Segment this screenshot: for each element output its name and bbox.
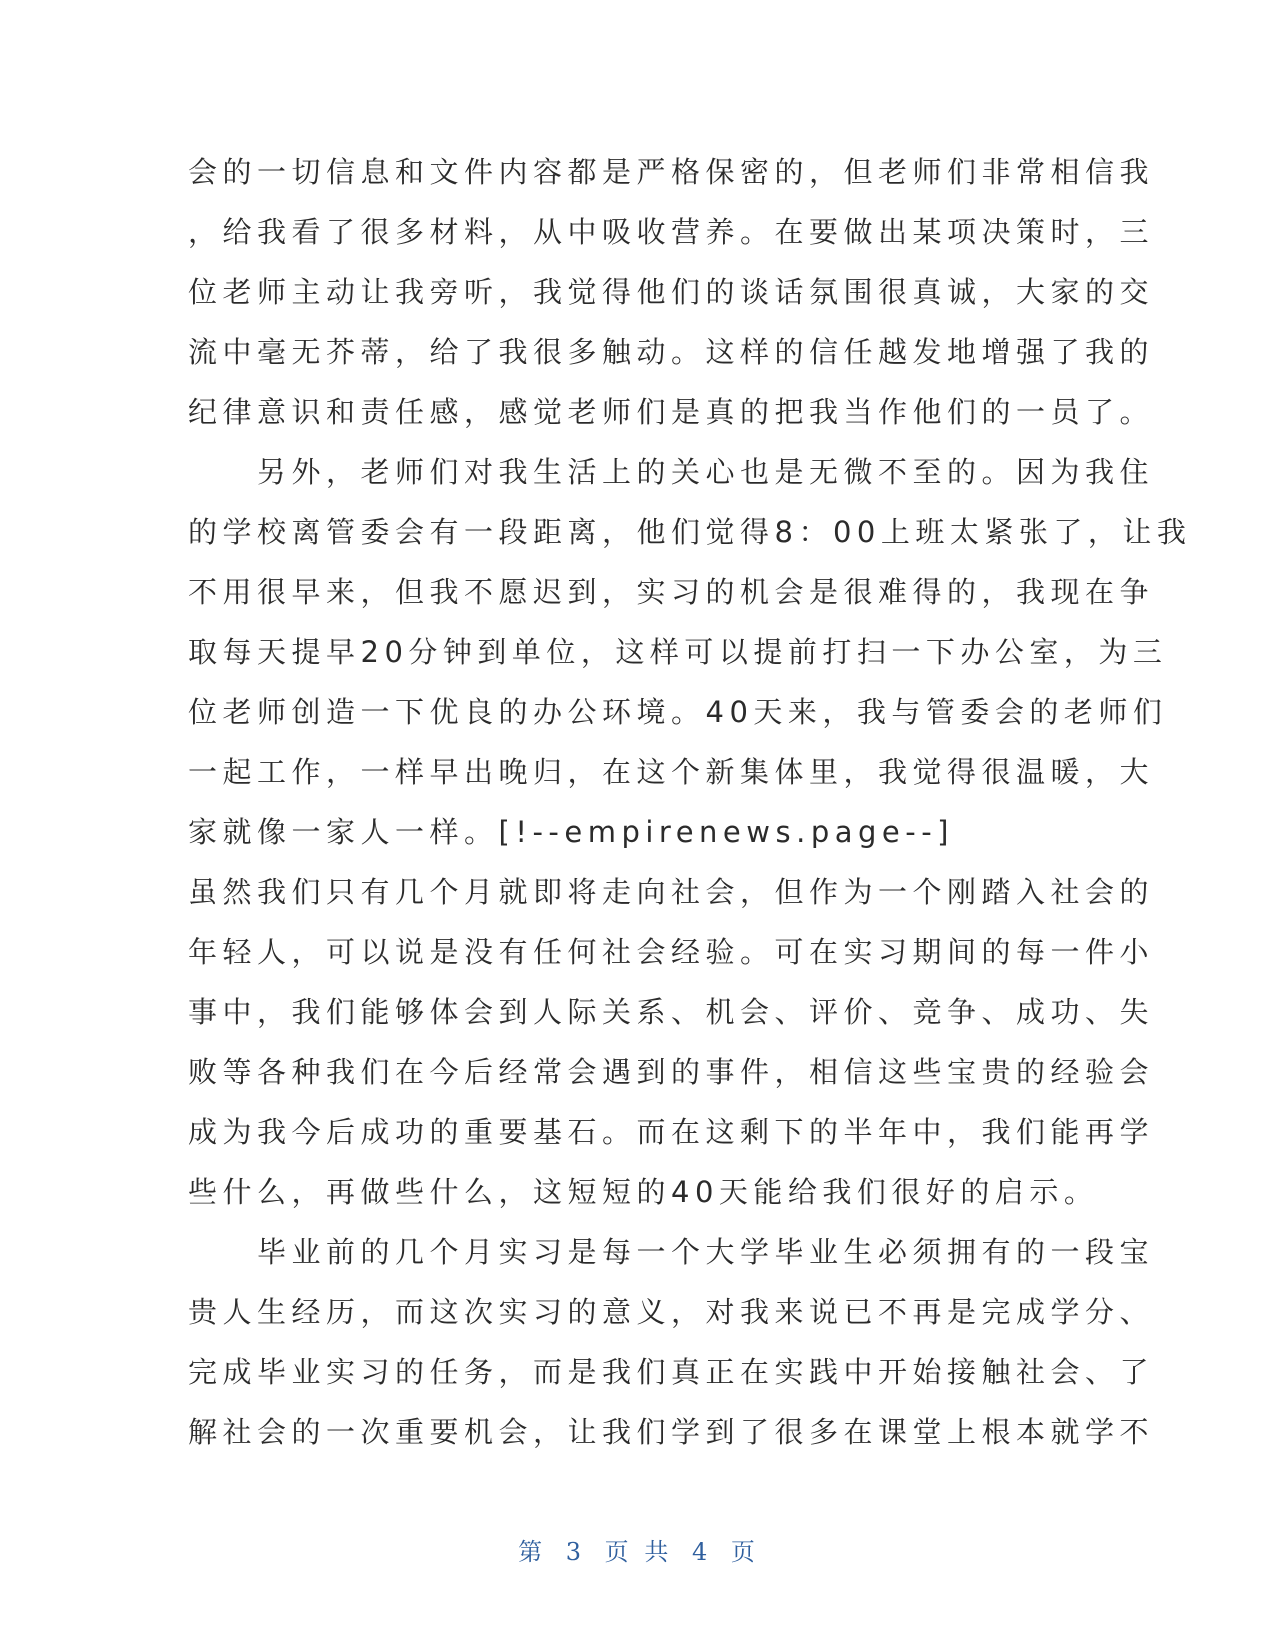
text-line: 取每天提早20分钟到单位，这样可以提前打扫一下办公室，为三: [188, 635, 1168, 669]
text-line: 完成毕业实习的任务，而是我们真正在实践中开始接触社会、了: [188, 1355, 1155, 1389]
text-line: ，给我看了很多材料，从中吸收营养。在要做出某项决策时，三: [188, 215, 1155, 249]
text-line: 成为我今后成功的重要基石。而在这剩下的半年中，我们能再学: [188, 1115, 1155, 1149]
text-line: 虽然我们只有几个月就即将走向社会，但作为一个刚踏入社会的: [188, 875, 1155, 909]
text-line: 贵人生经历，而这次实习的意义，对我来说已不再是完成学分、: [188, 1295, 1155, 1329]
text-line: 家就像一家人一样。[!--empirenews.page--]: [188, 815, 954, 849]
text-line: 另外，老师们对我生活上的关心也是无微不至的。因为我住: [188, 455, 1155, 489]
text-line: 败等各种我们在今后经常会遇到的事件，相信这些宝贵的经验会: [188, 1055, 1155, 1089]
text-line: 毕业前的几个月实习是每一个大学毕业生必须拥有的一段宝: [188, 1235, 1155, 1269]
text-line: 位老师创造一下优良的办公环境。40天来，我与管委会的老师们: [188, 695, 1168, 729]
footer-total-word: 共: [644, 1538, 671, 1566]
text-line: 些什么，再做些什么，这短短的40天能给我们很好的启示。: [188, 1175, 1099, 1209]
text-line: 流中毫无芥蒂，给了我很多触动。这样的信任越发地增强了我的: [188, 335, 1155, 369]
footer-page-word: 页: [604, 1538, 631, 1566]
text-line: 解社会的一次重要机会，让我们学到了很多在课堂上根本就学不: [188, 1415, 1155, 1449]
text-line: 不用很早来，但我不愿迟到，实习的机会是很难得的，我现在争: [188, 575, 1155, 609]
document-body: [188, 142, 1192, 1462]
text-line: 事中，我们能够体会到人际关系、机会、评价、竞争、成功、失: [188, 995, 1155, 1029]
text-line: 会的一切信息和文件内容都是严格保密的，但老师们非常相信我: [188, 155, 1155, 189]
footer-suffix: 页: [730, 1538, 757, 1566]
footer-prefix: 第: [518, 1538, 545, 1566]
text-line: 一起工作，一样早出晚归，在这个新集体里，我觉得很温暖，大: [188, 755, 1155, 789]
page-footer: [0, 1532, 1275, 1567]
text-line: 的学校离管委会有一段距离，他们觉得8：00上班太紧张了，让我: [188, 515, 1192, 549]
total-pages: 4: [691, 1538, 710, 1566]
text-line: 位老师主动让我旁听，我觉得他们的谈话氛围很真诚，大家的交: [188, 275, 1155, 309]
page-number: 3: [565, 1538, 584, 1566]
text-line: 纪律意识和责任感，感觉老师们是真的把我当作他们的一员了。: [188, 395, 1155, 429]
text-line: 年轻人，可以说是没有任何社会经验。可在实习期间的每一件小: [188, 935, 1155, 969]
